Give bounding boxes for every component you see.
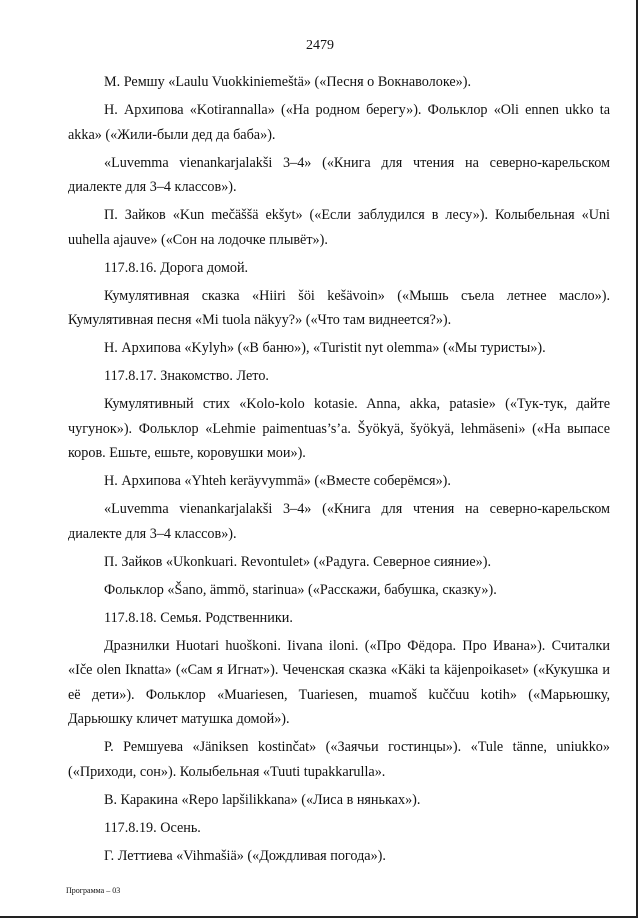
paragraph: П. Зайков «Kun mečäššä ekšyt» («Если заблудился в лесу»). Колыбельная «Uni uuhella ajauve» («Сон на лодочке плывёт»). — [68, 207, 610, 248]
paragraph: В. Каракина «Repo lapšilikkana» («Лиса в няньках»). — [104, 791, 421, 808]
paragraph: «Luvemma vienankarjalakši 3–4» («Книга для чтения на северно-карельском диалекте для 3–4 классов»). — [68, 501, 610, 542]
paragraph: Н. Архипова «Yhteh keräyvymmä» («Вместе соберёмся»). — [104, 473, 451, 489]
paragraph: П. Зайков «Ukonkuari. Revontulet» («Радуга. Северное сияние»). — [104, 553, 492, 570]
paragraph: Кумулятивная сказка «Hiiri šöi kešävoin» («Мышь съела летнее масло»). Кумулятивная песня «Mi tuola näkyy?» («Что там виднеется?»). — [68, 287, 610, 328]
paragraph: Г. Леттиева «Vihmašiä» («Дождливая погода»). — [104, 847, 386, 864]
paragraph: М. Ремшу «Laulu Vuokkiniemeštä» («Песня о Вокнаволоке»). — [104, 74, 472, 90]
section-heading: 117.8.17. Знакомство. Лето. — [104, 368, 269, 384]
paragraph: Н. Архипова «Kylyh» («В баню»), «Turistit nyt olemma» («Мы туристы»). — [104, 340, 546, 356]
section-heading: 117.8.16. Дорога домой. — [104, 259, 249, 276]
section-heading: 117.8.19. Осень. — [104, 819, 201, 836]
paragraph: Дразнилки Huotari huoškoni. Iivana iloni. («Про Фёдора. Про Ивана»). Считалки «Iče olen Iknatta» («Сам я Игнат»). Чеченская сказка «Käki ta käjenpoikaset» («Кукушка и её дети»). Фольклор «Muariesen, Tuariesen, muamoš kuččuu kotih» («Марьюшку, Дарьюшку кличет матушка домой»). — [68, 637, 610, 727]
paragraph: Н. Архипова «Kotirannalla» («На родном берегу»). Фольклор «Oli ennen ukko ta akka» («Жили-были дед да баба»). — [68, 102, 610, 143]
page-number: 2479 — [306, 38, 334, 53]
paragraph: Фольклор «Šano, ämmö, starinua» («Расскажи, бабушка, сказку»). — [104, 581, 497, 598]
paragraph: «Luvemma vienankarjalakši 3–4» («Книга для чтения на северно-карельском диалекте для 3–4 классов»). — [68, 154, 610, 195]
document-body — [68, 70, 610, 868]
paragraph: Р. Ремшуева «Jäniksen kostinčat» («Заячьи гостинцы»). «Tule tänne, uniukko» («Приходи, сон»). Колыбельная «Tuuti tupakkarulla». — [68, 739, 610, 780]
paragraph: Кумулятивный стих «Kolo-kolo kotasie. Anna, akka, patasie» («Тук-тук, дайте чугунок»). Фольклор «Lehmie paimentuas’s’a. Šyökyä, šyökyä, lehmäseni» («На выпасе коров. Ешьте, ешьте, коровушки мои»). — [68, 396, 610, 461]
page-footer: Программа – 03 — [66, 886, 121, 895]
section-heading: 117.8.18. Семья. Родственники. — [104, 609, 293, 626]
